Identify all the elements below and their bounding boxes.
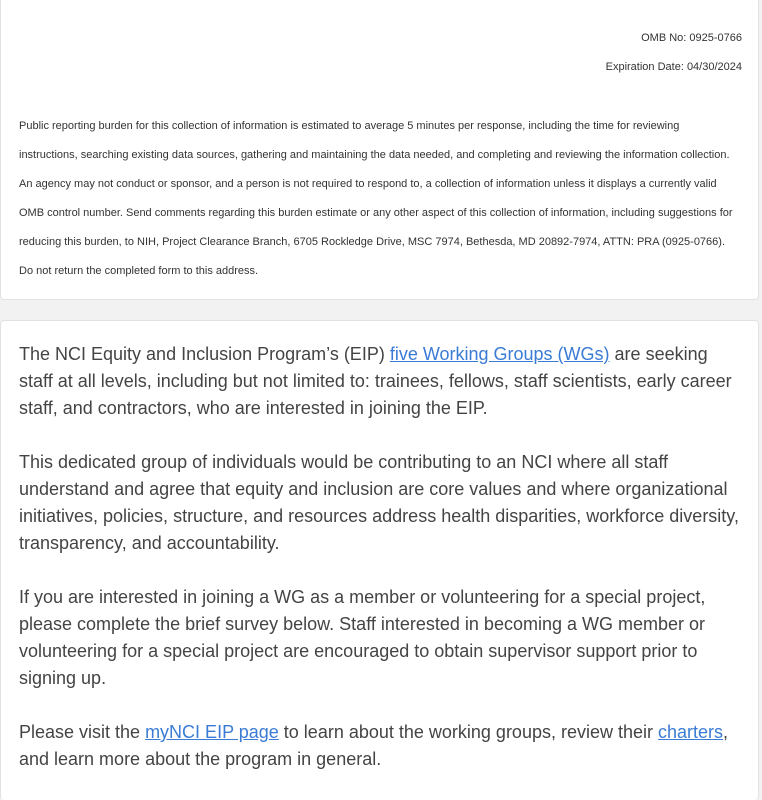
burden-line: Public reporting burden for this collection of information is estimated to average 5 minutes per response, including the time for reviewing xyxy=(19,120,680,132)
intro-paragraph-3: If you are interested in joining a WG as a member or volunteering for a special project, please complete the brief survey below. Staff interested in becoming a WG member or volunteering for a special project are encouraged to obtain supervisor support prior to signing up. xyxy=(19,587,706,688)
intro-paragraph-4: Please visit the myNCI EIP page to learn about the working groups, review their charters, and learn more about the program in general. xyxy=(19,722,729,769)
working-groups-link[interactable]: five Working Groups (WGs) xyxy=(389,344,610,364)
burden-line: An agency may not conduct or sponsor, and a person is not required to respond to, a collection of information unless it displays a currently valid xyxy=(19,178,717,190)
mynci-eip-page-link[interactable]: myNCI EIP page xyxy=(145,722,279,742)
intro-text xyxy=(19,341,749,800)
omb-number: OMB No: 0925-0766 xyxy=(641,32,742,44)
burden-statement xyxy=(19,112,741,286)
burden-line: OMB control number. Send comments regarding this burden estimate or any other aspect of this collection of information, including suggestions for xyxy=(19,207,733,219)
intro-paragraph-2: This dedicated group of individuals would be contributing to an NCI where all staff understand and agree that equity and inclusion are core values and where organizational initiatives, policies, structure, and resources address health disparities, workforce diversity, transparency, and accountability. xyxy=(19,452,739,553)
burden-line: instructions, searching existing data sources, gathering and maintaining the data needed, and completing and reviewing the information collection. xyxy=(19,149,730,161)
intro-paragraph-1: The NCI Equity and Inclusion Program’s (EIP) five Working Groups (WGs) are seeking staff at all levels, including but not limited to: trainees, fellows, staff scientists, early career staff, and contractors, who are interested in joining the EIP. xyxy=(19,344,732,418)
burden-line: Do not return the completed form to this address. xyxy=(19,265,259,277)
expiration-date: Expiration Date: 04/30/2024 xyxy=(605,61,742,73)
burden-line: reducing this burden, to NIH, Project Clearance Branch, 6705 Rockledge Drive, MSC 7974, Bethesda, MD 20892-7974, ATTN: PRA (0925-0766). xyxy=(19,236,726,248)
charters-link[interactable]: charters xyxy=(658,722,724,742)
